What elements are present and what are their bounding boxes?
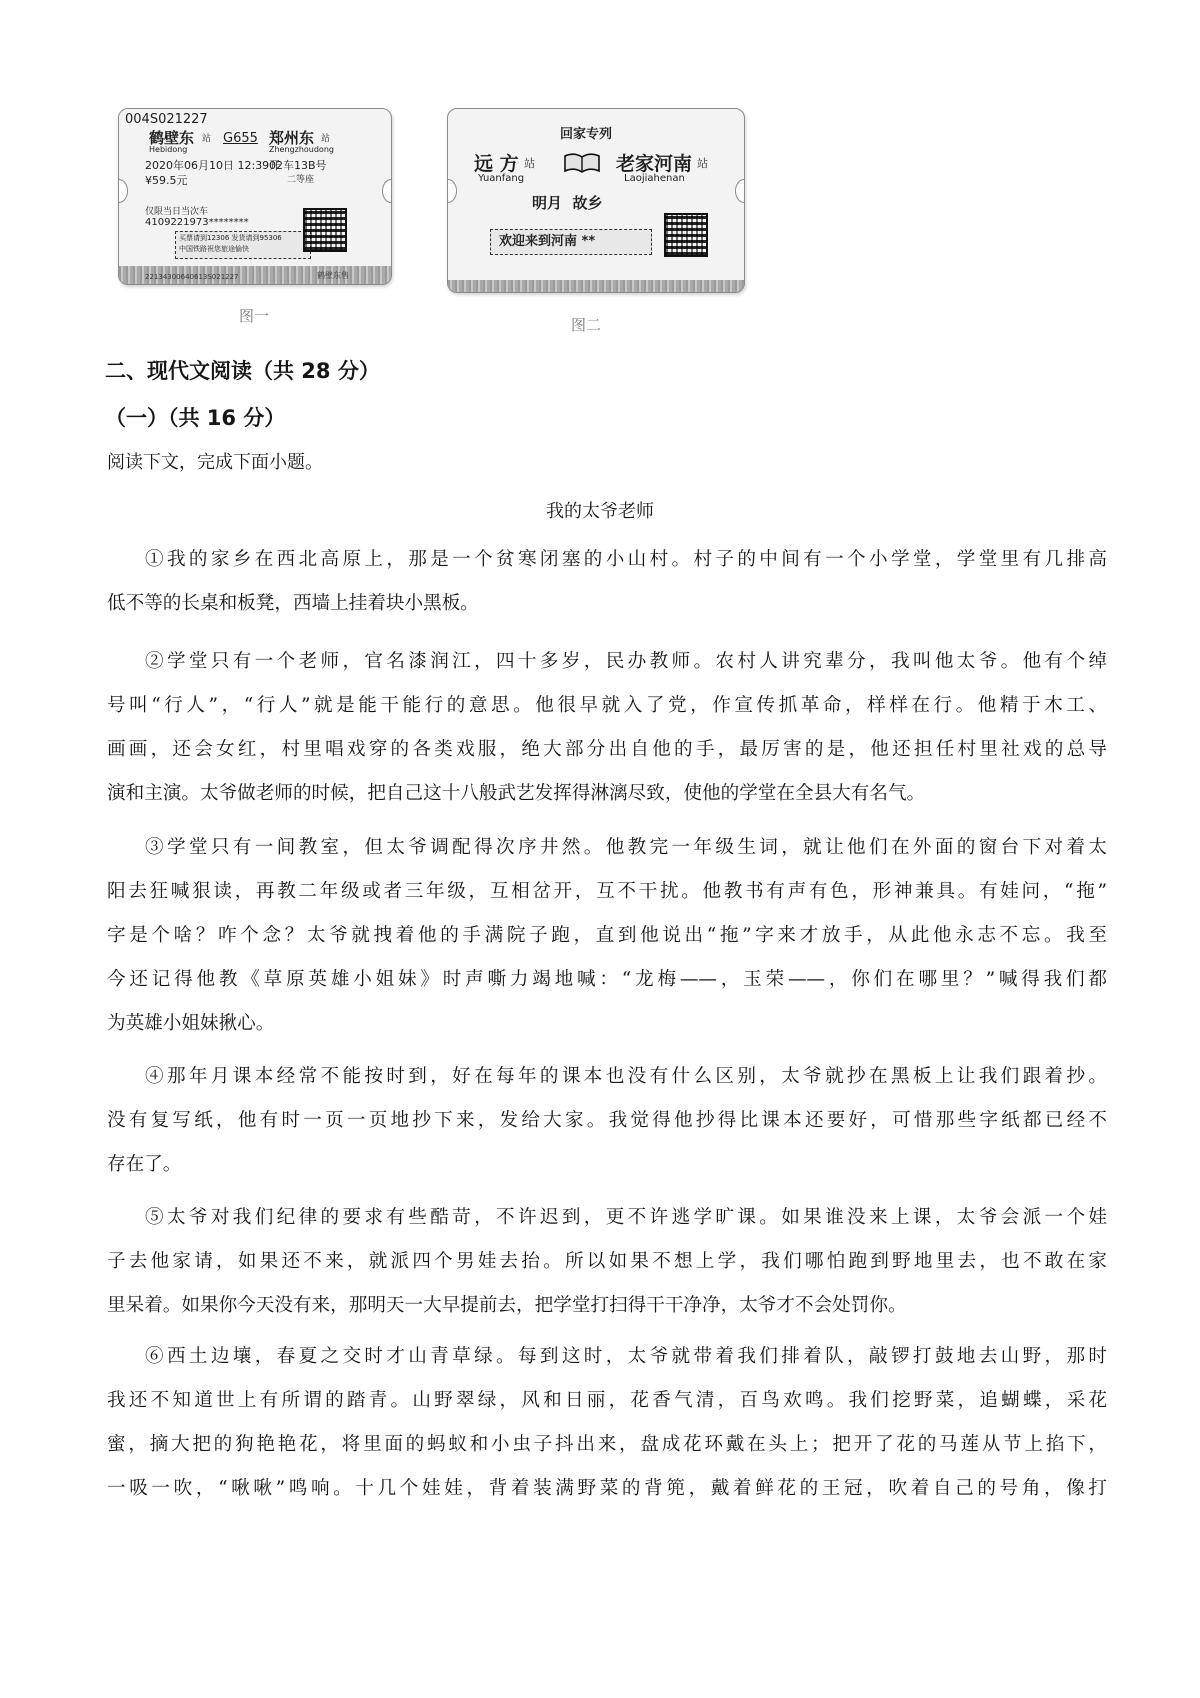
figure-2-caption: 图二 [571,316,602,334]
ticket-price: ¥59.5元 [145,174,188,187]
bottom-station: 鹤壁东售 [317,271,349,280]
to-station-pinyin: Zhengzhoudong [269,145,334,154]
figure-1-caption: 图一 [239,307,270,325]
from-station-suffix: 站 [202,134,212,144]
paragraph-2 [107,640,1107,816]
paragraph-line: ⑥西土边壤，春夏之交时才山青草绿。每到这时，太爷就带着我们排着队，敲锣打鼓地去山野，那时 [145,1346,1107,1367]
paragraph-line: 没有复写纸，他有时一页一页地抄下来，发给大家。我觉得他抄得比课本还要好，可惜那些字纸都已经不 [107,1110,1107,1131]
welcome-box: 欢迎来到河南 ** [490,229,652,255]
to-station-suffix: 站 [321,134,331,144]
passenger-id: 4109221973******** [145,217,249,228]
seat-class: 二等座 [287,175,315,185]
ticket-header: 回家专列 [560,127,613,142]
train-number: G655 [223,131,258,146]
from-station-suffix: 站 [524,157,535,170]
paragraph-line: 为英雄小姐妹揪心。 [107,1013,275,1034]
section-heading: 二、现代文阅读（共 28 分） [105,359,380,383]
from-station-pinyin: Yuanfang [478,173,525,184]
paragraph-line: 画画，还会女红，村里唱戏穿的各类戏服，绝大部分出自他的手，最厉害的是，他还担任村里社戏的总导 [107,739,1107,760]
paragraph-line: ③学堂只有一间教室，但太爷调配得次序井然。他教完一年级生词，就让他们在外面的窗台下对着太 [145,837,1107,858]
paragraph-4 [107,1055,1107,1187]
train-ticket-figure-1 [118,108,392,285]
to-station: 郑州东 [269,129,315,147]
barcode-strip [448,280,744,292]
seat-number: 02车13B号 [269,159,327,172]
open-book-icon [562,151,602,175]
to-station-pinyin: Laojiahenan [624,173,685,184]
from-station: 远 方 [474,153,519,175]
paragraph-line: 子去他家请，如果还不来，就派四个男娃去抬。所以如果不想上学，我们哪怕跑到野地里去，也不敢在家 [107,1251,1107,1272]
paragraph-line: 字是个啥？咋个念？太爷就拽着他的手满院子跑，直到他说出“拖”字来才放手，从此他永志不忘。我至 [107,925,1107,946]
paragraph-line: ④那年月课本经常不能按时到，好在每年的课本也没有什么区别，太爷就抄在黑板上让我们跟着抄。 [145,1066,1107,1087]
paragraph-6 [107,1335,1107,1511]
to-station-suffix: 站 [697,157,708,170]
ticket-subline: 明月 故乡 [532,194,603,212]
paragraph-line: 存在了。 [107,1154,182,1175]
paragraph-line: 号叫“行人”，“行人”就是能干能行的意思。他很早就入了党，作宣传抓革命，样样在行。他精于木工、 [107,695,1107,716]
to-station: 老家河南 [616,153,693,175]
notice-line-2: 中国铁路祝您旅途愉快 [179,245,249,253]
paragraph-line: 一吸一吹，“啾啾”鸣响。十几个娃娃，背着装满野菜的背篼，戴着鲜花的王冠，吹着自己的号角，像打 [107,1478,1107,1499]
notice-line-1: 买票请到12306 发货请到95306 [179,234,282,242]
paragraph-3 [107,826,1107,1046]
article-title: 我的太爷老师 [546,501,654,522]
paragraph-line: 里呆着。如果你今天没有来，那明天一大早提前去，把学堂打扫得干干净净，太爷才不会处罚你。 [107,1295,907,1316]
paragraph-line: 我还不知道世上有所谓的踏青。山野翠绿，风和日丽，花香气清，百鸟欢鸣。我们挖野菜，追蝴蝶，采花 [107,1390,1107,1411]
qr-code-icon [664,213,708,257]
paragraph-line: 低不等的长桌和板凳，西墙上挂着块小黑板。 [107,593,479,614]
qr-code-icon [303,208,347,252]
paragraph-5 [107,1196,1107,1328]
paragraph-line: 今还记得他教《草原英雄小姐妹》时声嘶力竭地喊：“龙梅——，玉荣——，你们在哪里？”喊得我们都 [107,969,1107,990]
paragraph-line: 阳去狂喊狠读，再教二年级或者三年级，互相岔开，互不干扰。他教书有声有色，形神兼具。有娃问，“拖” [107,881,1107,902]
ticket-number: 004S021227 [125,112,208,127]
bottom-code: 22134300640613S021227 [145,273,239,281]
reading-instruction: 阅读下文，完成下面小题。 [107,452,323,473]
train-ticket-figure-2 [447,108,745,293]
from-station: 鹤壁东 [149,129,195,147]
ticket-note: 仅限当日当次车 [145,207,209,217]
paragraph-line: 蜜，摘大把的狗艳艳花，将里面的蚂蚁和小虫子抖出来，盘成花环戴在头上；把开了花的马莲从节上掐下， [107,1434,1107,1455]
paragraph-line: ②学堂只有一个老师，官名漆润江，四十多岁，民办教师。农村人讲究辈分，我叫他太爷。他有个绰 [145,651,1107,672]
paragraph-line: ⑤太爷对我们纪律的要求有些酷苛，不许迟到，更不许逃学旷课。如果谁没来上课，太爷会派一个娃 [145,1207,1107,1228]
from-station-pinyin: Hebidong [149,145,188,154]
departure-datetime: 2020年06月10日 12:39开 [145,159,281,172]
paragraph-1 [107,538,1107,626]
paragraph-line: ①我的家乡在西北高原上，那是一个贫寒闭塞的小山村。村子的中间有一个小学堂，学堂里有几排高 [145,549,1107,570]
subsection-heading: （一）（共 16 分） [105,406,286,430]
ticket-notice-box [175,231,311,259]
paragraph-line: 演和主演。太爷做老师的时候，把自己这十八般武艺发挥得淋漓尽致，使他的学堂在全县大有名气。 [107,783,926,804]
